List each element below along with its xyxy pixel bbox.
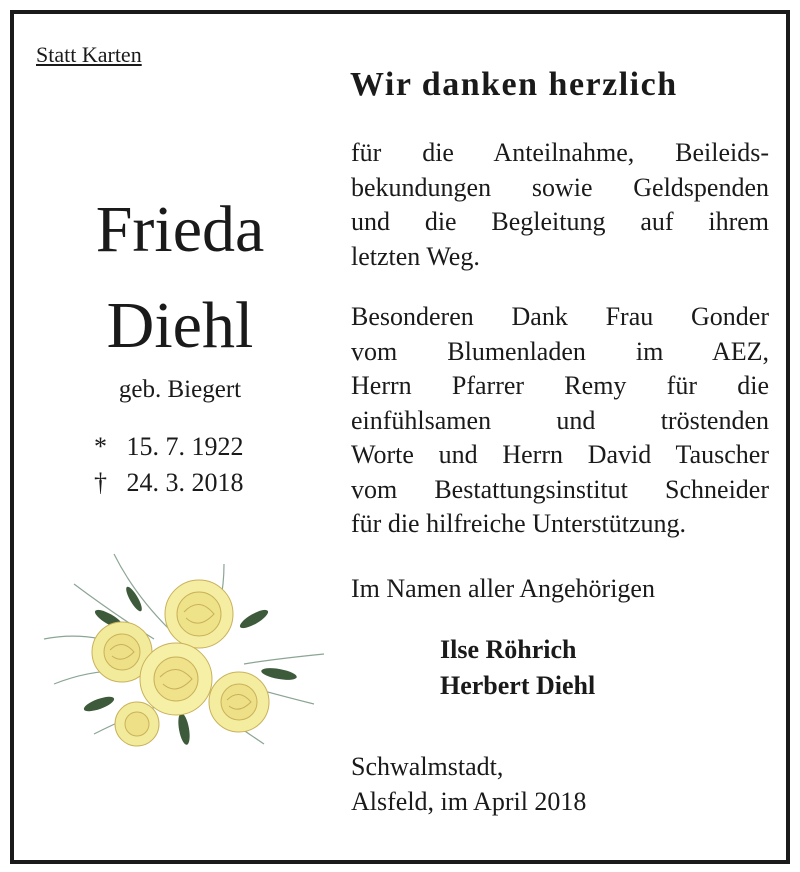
paragraph-line: für die hilfreiche Unterstützung. <box>351 509 686 538</box>
paragraph-line: bekundungen sowie Geldspenden <box>351 172 769 202</box>
closing-text: Im Namen aller Angehörigen <box>351 574 655 603</box>
thanks-title: Wir danken herzlich <box>350 66 678 103</box>
paragraph-line: vom Bestattungsinstitut Schneider <box>351 474 769 504</box>
paragraph-line: Herrn Pfarrer Remy für die <box>351 371 769 400</box>
place-line: Schwalmstadt, <box>351 752 504 781</box>
paragraph-line: und die Begleitung auf ihrem <box>351 207 769 236</box>
thanks-paragraph-2 <box>351 300 769 542</box>
paragraph-line: vom Blumenladen im AEZ, <box>351 336 769 366</box>
place-and-date <box>351 750 586 819</box>
deceased-last-name: Diehl <box>106 289 254 362</box>
death-date-value: 24. 3. 2018 <box>126 468 244 497</box>
paragraph-line: Besonderen Dank Frau Gonder <box>351 302 769 331</box>
birth-date <box>94 432 244 462</box>
paragraph-line: einfühlsamen und tröstenden <box>351 405 769 435</box>
birth-star-icon: * <box>94 432 107 461</box>
paragraph-line: für die Anteilnahme, Beileids- <box>351 138 769 167</box>
paragraph-line: letzten Weg. <box>351 241 480 271</box>
thanks-paragraph-1 <box>351 136 769 274</box>
deceased-first-name: Frieda <box>95 193 265 266</box>
maiden-name: geb. Biegert <box>118 376 242 403</box>
closing-line <box>351 572 769 607</box>
paragraph-line: Worte und Herrn David Tauscher <box>351 440 769 469</box>
place-line: Alsfeld, im April 2018 <box>351 786 587 816</box>
signers <box>440 632 595 704</box>
signer-name: Herbert Diehl <box>440 671 596 700</box>
birth-date-value: 15. 7. 1922 <box>126 432 244 461</box>
death-date <box>94 468 244 498</box>
signer-name: Ilse Röhrich <box>440 635 577 664</box>
yellow-roses-bouquet-image <box>34 544 334 754</box>
statt-karten-label: Statt Karten <box>36 42 142 67</box>
death-cross-icon: † <box>94 468 107 497</box>
obituary-frame <box>10 10 790 864</box>
